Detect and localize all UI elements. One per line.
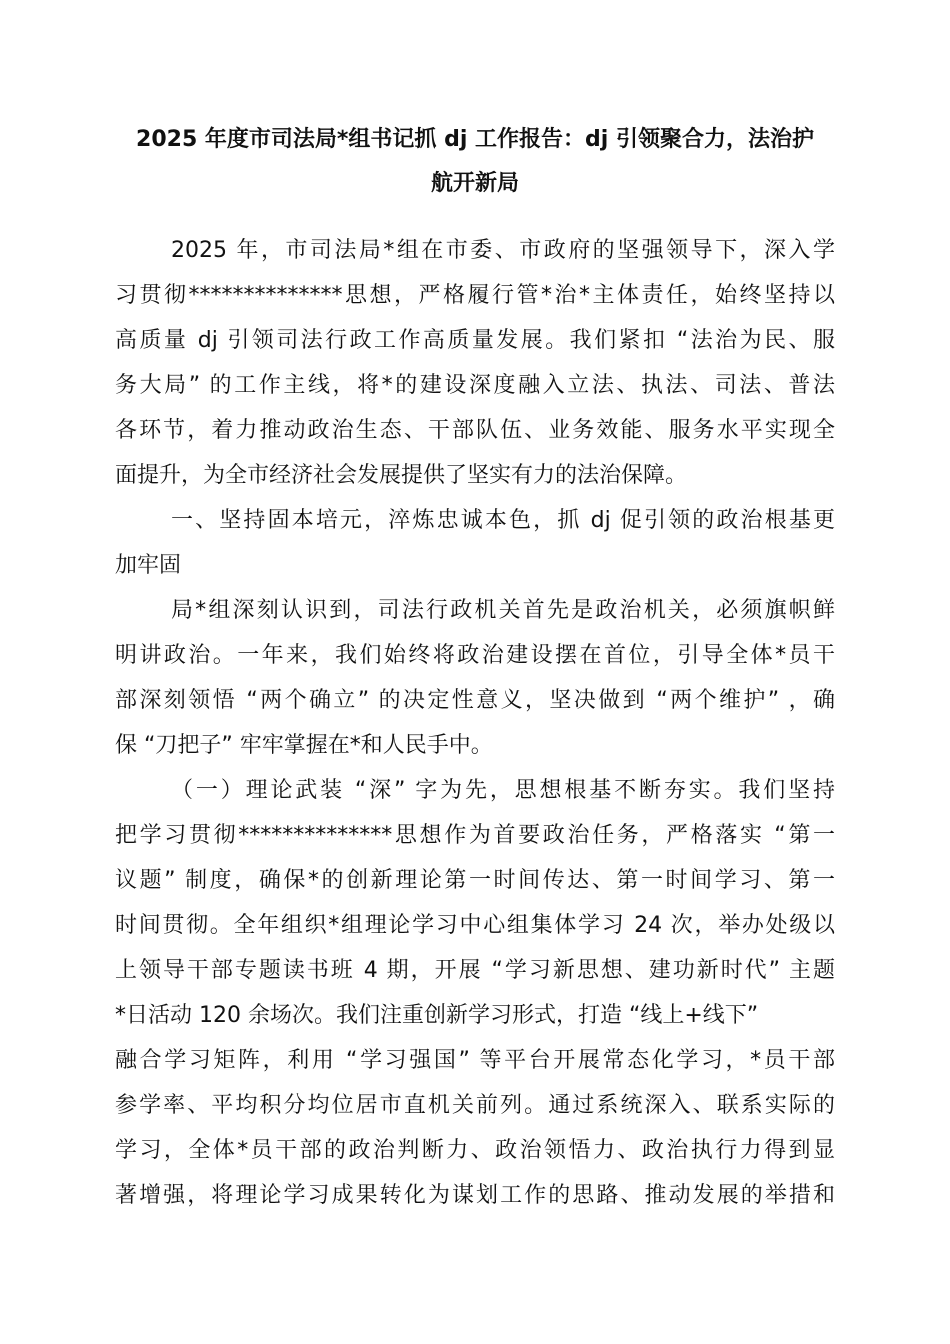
paragraph-line: 保 “刀把子” 牢牢掌握在*和人民手中。 <box>115 733 493 758</box>
paragraph-line: 高质量 dj 引领司法行政工作高质量发展。我们紧扣 “法治为民、服 <box>115 328 835 353</box>
paragraph-line: 著增强，将理论学习成果转化为谋划工作的思路、推动发展的举措和 <box>115 1183 835 1208</box>
paragraph-line: 部深刻领悟 “两个确立” 的决定性意义，坚决做到 “两个维护” ，确 <box>115 688 835 713</box>
paragraph-line: 2025 年，市司法局*组在市委、市政府的坚强领导下，深入学 <box>171 238 835 263</box>
paragraph-line: 融合学习矩阵，利用 “学习强国” 等平台开展常态化学习，*员干部 <box>115 1048 835 1073</box>
paragraph-line: 面提升，为全市经济社会发展提供了坚实有力的法治保障。 <box>115 463 688 488</box>
paragraph-line: 明讲政治。一年来，我们始终将政治建设摆在首位，引导全体*员干 <box>115 643 835 668</box>
paragraph-line: 各环节，着力推动政治生态、干部队伍、业务效能、服务水平实现全 <box>115 418 835 443</box>
paragraph-line: （一）理论武装 “深” 字为先，思想根基不断夯实。我们坚持 <box>171 778 835 803</box>
paragraph-line: *日活动 120 余场次。我们注重创新学习形式，打造 “线上+线下” <box>115 1003 759 1028</box>
report-title-line-1: 2025 年度市司法局*组书记抓 dj 工作报告：dj 引领聚合力，法治护 <box>136 127 814 152</box>
section-heading-line: 加牢固 <box>115 553 182 578</box>
paragraph-line: 学习，全体*员干部的政治判断力、政治领悟力、政治执行力得到显 <box>115 1138 835 1163</box>
report-title-line-2: 航开新局 <box>430 171 519 196</box>
paragraph-line: 把学习贯彻**************思想作为首要政治任务，严格落实 “第一 <box>115 823 835 848</box>
paragraph-line: 时间贯彻。全年组织*组理论学习中心组集体学习 24 次，举办处级以 <box>115 913 835 938</box>
paragraph-line: 习贯彻**************思想，严格履行管*治*主体责任，始终坚持以 <box>115 283 835 308</box>
paragraph-line: 务大局” 的工作主线，将*的建设深度融入立法、执法、司法、普法 <box>115 373 835 398</box>
paragraph-line: 局*组深刻认识到，司法行政机关首先是政治机关，必须旗帜鲜 <box>171 598 835 623</box>
section-heading-line: 一、坚持固本培元，淬炼忠诚本色，抓 dj 促引领的政治根基更 <box>171 508 835 533</box>
paragraph-line: 议题” 制度，确保*的创新理论第一时间传达、第一时间学习、第一 <box>115 868 835 893</box>
paragraph-line: 上领导干部专题读书班 4 期，开展 “学习新思想、建功新时代” 主题 <box>115 958 835 983</box>
paragraph-line: 参学率、平均积分均位居市直机关前列。通过系统深入、联系实际的 <box>115 1093 835 1118</box>
